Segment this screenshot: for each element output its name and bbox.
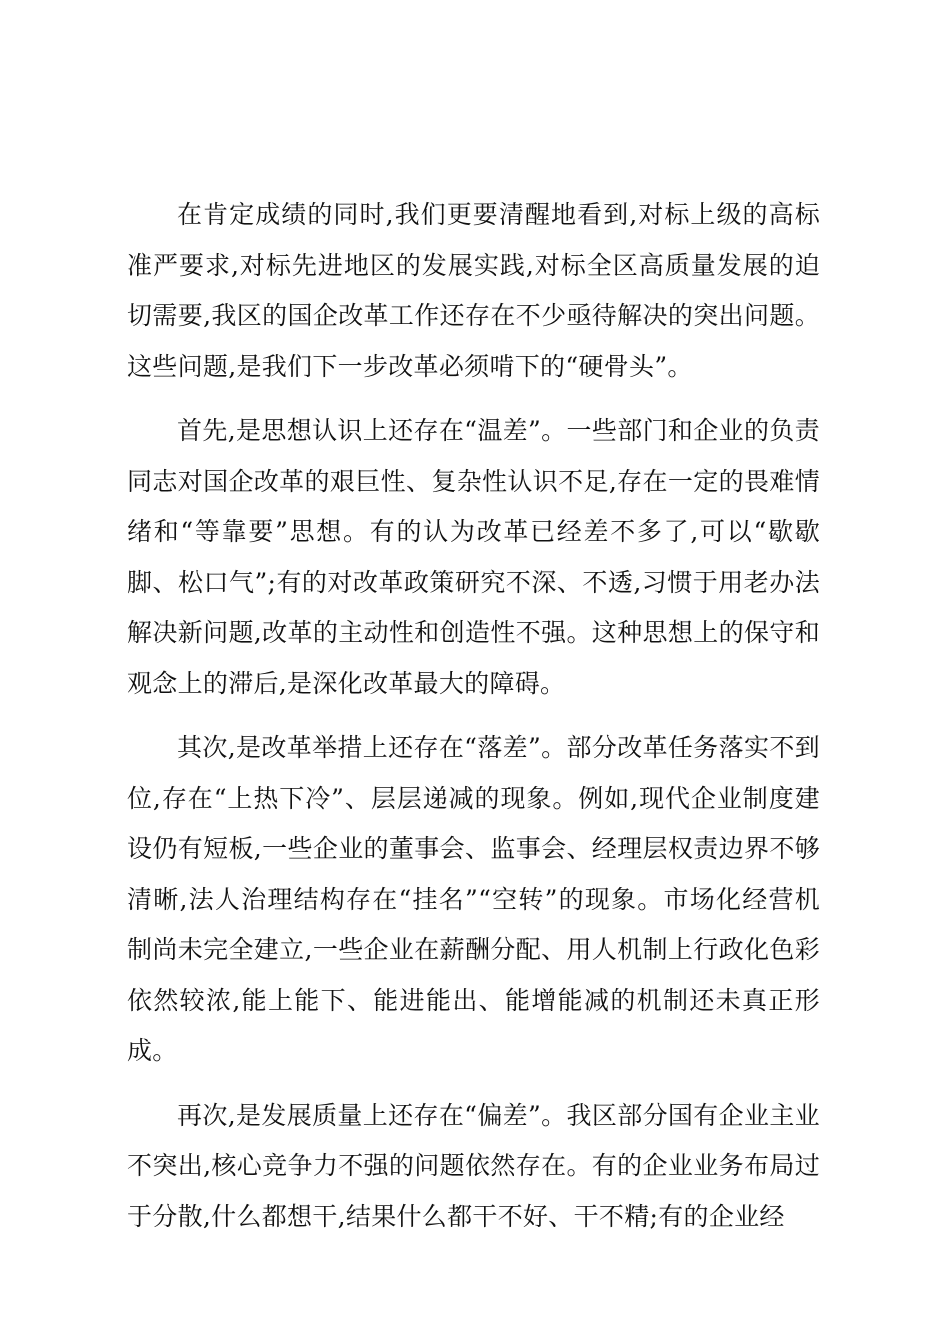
document-body — [127, 190, 820, 1256]
paragraph-3: 其次,是改革举措上还存在“落差”。部分改革任务落实不到位,存在“上热下冷”、层层递减的现象。例如,现代企业制度建设仍有短板,一些企业的董事会、监事会、经理层权责边界不够清晰,法人治理结构存在“挂名”“空转”的现象。市场化经营机制尚未完全建立,一些企业在薪酬分配、用人机制上行政化色彩依然较浓,能上能下、能进能出、能增能减的机制还未真正形成。 — [127, 733, 820, 1065]
paragraph-2: 首先,是思想认识上还存在“温差”。一些部门和企业的负责同志对国企改革的艰巨性、复杂性认识不足,存在一定的畏难情绪和“等靠要”思想。有的认为改革已经差不多了,可以“歇歇脚、松口气”;有的对改革政策研究不深、不透,习惯于用老办法解决新问题,改革的主动性和创造性不强。这种思想上的保守和观念上的滞后,是深化改革最大的障碍。 — [127, 416, 820, 698]
paragraph-4: 再次,是发展质量上还存在“偏差”。我区部分国有企业主业不突出,核心竞争力不强的问题依然存在。有的企业业务布局过于分散,什么都想干,结果什么都干不好、干不精;有的企业经 — [127, 1100, 820, 1231]
paragraph-1: 在肯定成绩的同时,我们更要清醒地看到,对标上级的高标准严要求,对标先进地区的发展实践,对标全区高质量发展的迫切需要,我区的国企改革工作还存在不少亟待解决的突出问题。这些问题,是我们下一步改革必须啃下的“硬骨头”。 — [127, 200, 820, 381]
